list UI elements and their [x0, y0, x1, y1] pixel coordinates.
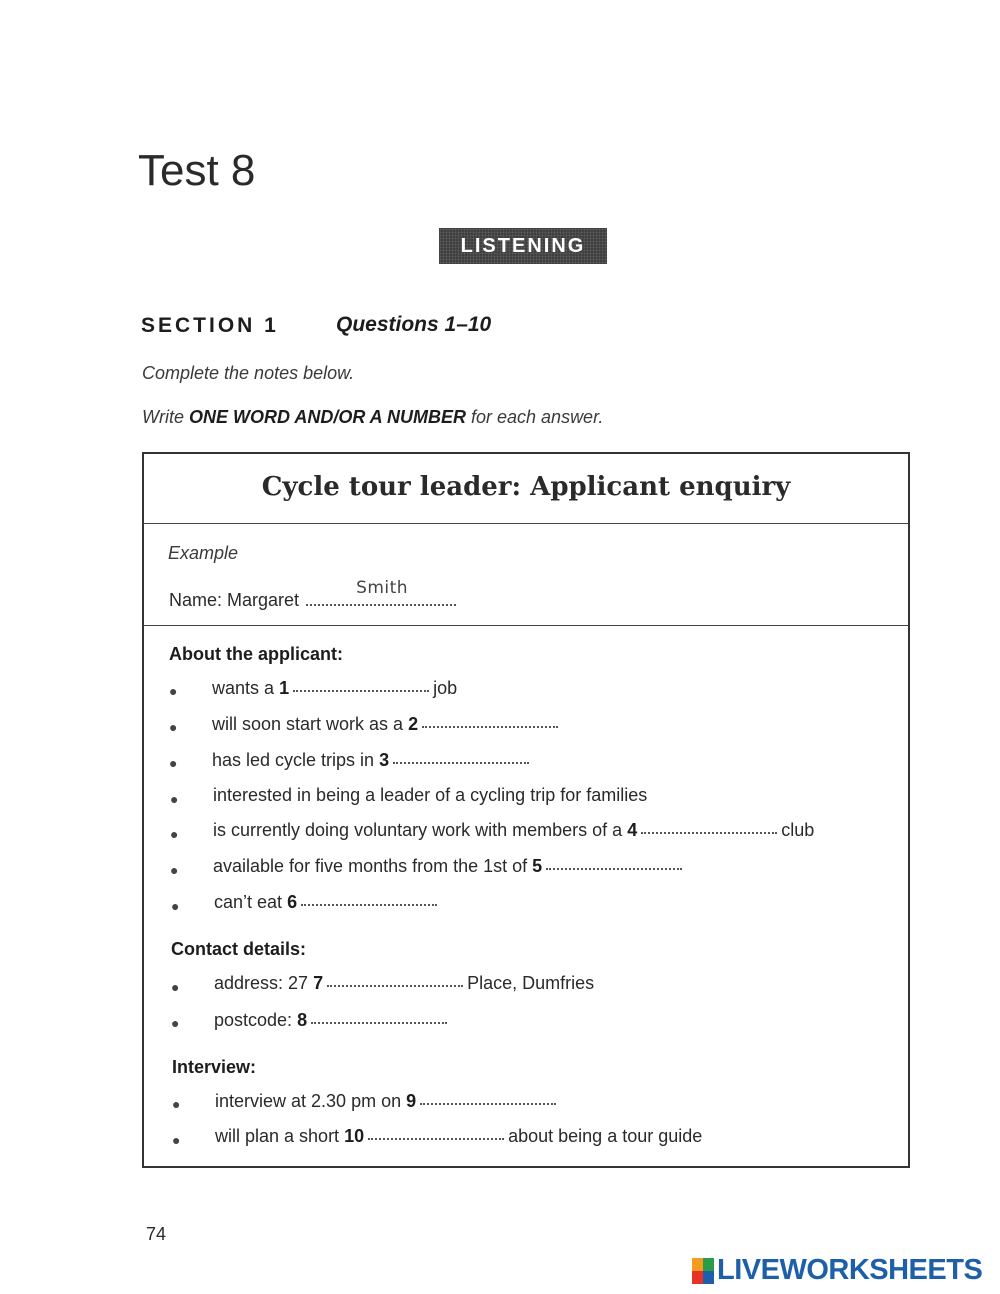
note-item-4: [213, 820, 814, 841]
heading-interview: Interview:: [172, 1057, 257, 1077]
note-text-after: club: [781, 820, 815, 840]
answer-gap-2[interactable]: [422, 726, 558, 728]
note-text: interview at 2.30 pm on: [215, 1091, 402, 1111]
note-item-8: [214, 1010, 451, 1031]
logo-square: [703, 1271, 714, 1284]
answer-gap-5[interactable]: [546, 868, 682, 870]
note-text: address: 27: [214, 973, 309, 993]
answer-gap-1[interactable]: [293, 690, 429, 692]
liveworksheets-logo: [692, 1254, 982, 1287]
bullet-icon: ●: [171, 1015, 180, 1031]
question-number: 6: [287, 892, 298, 912]
bullet-icon: ●: [170, 791, 179, 807]
example-name-row: [169, 578, 456, 611]
note-text: postcode:: [214, 1010, 293, 1030]
instruction-write: [142, 407, 603, 428]
note-text: will plan a short: [215, 1126, 340, 1146]
question-number: 7: [313, 973, 324, 993]
heading-contact: Contact details:: [171, 939, 307, 959]
note-item-9: [215, 1091, 560, 1112]
question-number: 5: [532, 856, 543, 876]
test-title: Test 8: [138, 146, 256, 195]
logo-square: [692, 1271, 703, 1284]
bullet-icon: ●: [171, 898, 180, 914]
question-number: 2: [408, 714, 419, 734]
note-text: wants a: [212, 678, 275, 698]
notes-box: [142, 452, 910, 1168]
note-text: will soon start work as a: [212, 714, 404, 734]
listening-badge-label: LISTENING: [460, 234, 586, 257]
note-text: can’t eat: [214, 892, 283, 912]
note-item-3: [212, 750, 533, 771]
answer-gap-9[interactable]: [420, 1103, 556, 1105]
answer-gap-6[interactable]: [301, 904, 437, 906]
instruction-complete: Complete the notes below.: [142, 363, 355, 383]
bullet-icon: ●: [170, 826, 179, 842]
note-item-1: [212, 678, 457, 699]
note-item-5: [213, 856, 686, 877]
logo-text: LIVEWORKSHEETS: [717, 1254, 983, 1286]
instruction-write-suffix: for each answer.: [466, 407, 604, 427]
bullet-icon: ●: [169, 719, 178, 735]
heading-about: About the applicant:: [169, 644, 343, 664]
answer-gap-8[interactable]: [311, 1022, 447, 1024]
bullet-icon: ●: [170, 862, 179, 878]
note-text: interested in being a leader of a cycling trip for families: [213, 785, 648, 805]
question-number: 4: [627, 820, 638, 840]
note-text: available for five months from the 1st of: [213, 856, 528, 876]
logo-square: [703, 1258, 714, 1271]
bullet-icon: ●: [171, 979, 180, 995]
divider: [143, 625, 909, 626]
question-number: 1: [279, 678, 290, 698]
page-number: 74: [146, 1224, 167, 1244]
listening-badge: [439, 228, 607, 264]
instruction-write-prefix: Write: [142, 407, 189, 427]
bullet-icon: ●: [169, 755, 178, 771]
divider: [143, 523, 909, 524]
note-text-after: Place, Dumfries: [467, 973, 595, 993]
note-text: is currently doing voluntary work with members of a: [213, 820, 623, 840]
example-answer-field: [304, 578, 456, 606]
question-number: 3: [379, 750, 390, 770]
logo-squares-icon: [692, 1258, 714, 1284]
bullet-icon: ●: [172, 1096, 181, 1112]
note-text: has led cycle trips in: [212, 750, 375, 770]
note-item-2: [212, 714, 562, 735]
question-number: 10: [344, 1126, 365, 1146]
notes-title: Cycle tour leader: Applicant enquiry: [261, 472, 791, 502]
section-label: SECTION 1: [141, 314, 279, 337]
note-item-7: [214, 973, 594, 994]
bullet-icon: ●: [169, 683, 178, 699]
logo-square: [692, 1258, 703, 1271]
answer-gap-7[interactable]: [327, 985, 463, 987]
answer-gap-3[interactable]: [393, 762, 529, 764]
note-text-after: about being a tour guide: [508, 1126, 703, 1146]
example-answer: Smith: [356, 578, 409, 598]
answer-gap-10[interactable]: [368, 1138, 504, 1140]
example-label: Example: [168, 543, 239, 563]
question-number: 8: [297, 1010, 308, 1030]
bullet-icon: ●: [172, 1132, 181, 1148]
instruction-write-emphasis: ONE WORD AND/OR A NUMBER: [189, 407, 466, 427]
example-name-label: Name: Margaret: [169, 590, 300, 610]
answer-gap-4[interactable]: [641, 832, 777, 834]
note-item-10: [215, 1126, 702, 1147]
note-item-6: [214, 892, 441, 913]
note-text-after: job: [433, 678, 458, 698]
question-number: 9: [406, 1091, 417, 1111]
dotted-line: [306, 604, 456, 606]
questions-label: Questions 1–10: [336, 313, 492, 336]
note-item-families: [213, 785, 647, 806]
